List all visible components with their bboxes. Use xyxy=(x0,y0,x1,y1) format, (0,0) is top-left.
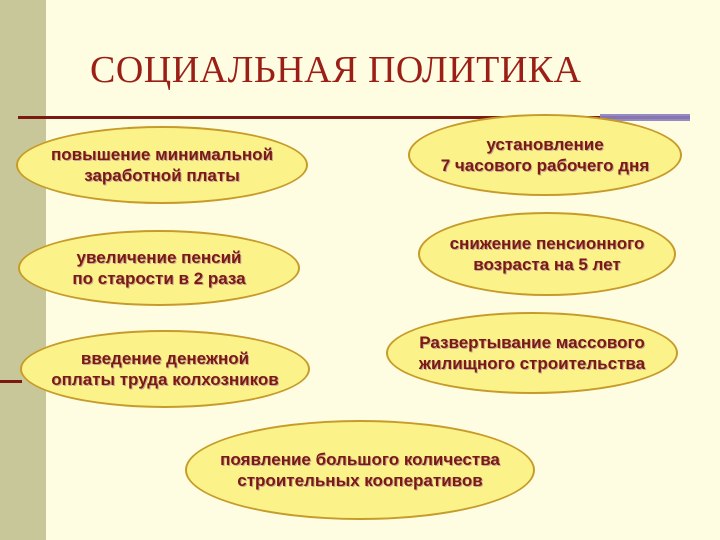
policy-item-building-cooperatives: появление большого количества строительных кооперативов xyxy=(185,420,535,520)
policy-item-housing-construction: Развертывание массового жилищного строительства xyxy=(386,312,678,394)
left-divider xyxy=(0,380,22,383)
policy-item-minimum-wage: повышение минимальной заработной платы xyxy=(16,126,308,204)
policy-item-pension-age: снижение пенсионного возраста на 5 лет xyxy=(418,212,676,296)
slide-title: СОЦИАЛЬНАЯ ПОЛИТИКА xyxy=(90,49,582,91)
policy-item-pensions-increase: увеличение пенсий по старости в 2 раза xyxy=(18,230,300,306)
policy-item-seven-hour-day: установление 7 часового рабочего дня xyxy=(408,114,682,196)
policy-item-kolkhoz-pay: введение денежной оплаты труда колхозников xyxy=(20,330,310,408)
